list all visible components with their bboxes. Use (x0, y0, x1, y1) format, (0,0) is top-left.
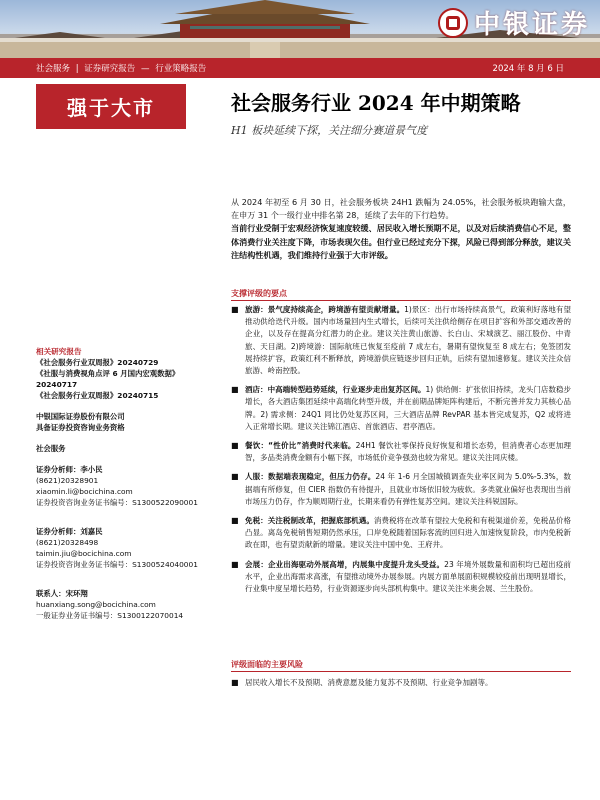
analyst-phone: (8621)20328498 (36, 538, 99, 547)
rating-badge: 强于大市 (36, 84, 186, 129)
brand-name: 中银证券 (473, 10, 590, 40)
analyst-cert: 证券投资咨询业务证书编号：S1300524040001 (36, 560, 198, 569)
report-date: 2024 年 8 月 6 日 (492, 64, 564, 74)
bullet-icon: ■ (231, 305, 239, 314)
related-report-link[interactable]: 《社会服务行业双周报》20240729 (36, 358, 159, 367)
rating-rail (36, 84, 186, 129)
summary-paragraph: 从 2024 年初至 6 月 30 日，社会服务板块 24H1 跌幅为 24.05%，社会服务板块跑输大盘，在申万 31 个一级行业中排名第 28，延续了去年的下行趋势。 (231, 197, 571, 221)
related-report-link[interactable]: 《社服与消费视角点评 6 月国内宏观数据》 (36, 369, 180, 378)
item-text: 24 年 1-6 月全国城镇调查失业率区间为 5.0%-5.3%，数据端有所修复，但 CIER 指数仍有待提升，且就业市场依旧较为疲软。多类就业偏好也表现出当前市场压力仍存，作为顺周期行业，长期来看仍有弹性复苏空间。建议关注科锐国际。 (245, 472, 571, 506)
bullet-icon: ■ (231, 678, 239, 687)
analyst-name: 证券分析师：刘嘉民 (36, 527, 103, 536)
breadcrumb: 社会服务 | 证券研究报告 — 行业策略报告 (36, 64, 207, 74)
list-item (231, 559, 571, 596)
analyst-email[interactable]: xiaomin.li@bocichina.com (36, 487, 133, 496)
item-text: 23 年境外展数量和面积均已超出疫前水平，企业出海需求高涨，有望推动境外办展参展。内展方面单展面积规模较疫前出现明显增长，行业集中度呈增长趋势，行业资源逐步向头部机构集中。建议关注米奥会展、兰生股份。 (245, 559, 571, 594)
section-divider (231, 671, 571, 672)
related-report-link[interactable]: 《社会服务行业双周报》20240715 (36, 391, 159, 400)
title-block (231, 88, 571, 138)
item-label: 免税：关注税制改革，把握底部机遇。 (245, 516, 374, 526)
risk-list (231, 677, 571, 696)
section-heading: 支撑评级的要点 (231, 289, 287, 298)
page-title: 社会服务行业 2024 年中期策略 (231, 91, 521, 115)
bullet-icon: ■ (231, 516, 239, 526)
list-item (231, 384, 571, 433)
bank-logo-icon (438, 8, 468, 38)
analyst-cert: 证券投资咨询业务证书编号：S1300522090001 (36, 498, 198, 507)
key-points-list (231, 304, 571, 602)
header-banner (0, 0, 600, 58)
list-item (231, 677, 571, 689)
summary (231, 196, 571, 262)
contact-cert: 一般证券业务证书编号：S1300122070014 (36, 611, 184, 620)
item-label: 旅游：景气度持续高企，跨境游有望贡献增量。 (245, 305, 405, 314)
sidebar (36, 346, 211, 621)
breadcrumb-item: 社会服务 (36, 64, 71, 74)
list-item (231, 304, 571, 377)
analyst-name: 证券分析师：李小民 (36, 465, 103, 474)
bullet-icon: ■ (231, 385, 239, 395)
related-report-date: 20240717 (36, 380, 78, 389)
item-text: 消费税将在改革有望拉大免税和有税渠道价差，免税品价格凸显。离岛免税销售短期仍然承压，口岸免税随着国际客流的回归进入加速恢复阶段，市内免税新政在即，也有望贡献新的增量。建议关注中国中免、王府井。 (245, 516, 572, 550)
list-item (231, 440, 571, 464)
breadcrumb-item: 证券研究报告 (84, 64, 136, 74)
item-label: 酒店：中高端转型趋势延续，行业逐步走出复苏区间。 (245, 385, 426, 395)
breadcrumb-item: — (141, 64, 150, 74)
risk-text: 居民收入增长不及预期、消费意愿及能力复苏不及预期、行业竞争加剧等。 (245, 678, 493, 687)
brand-logo (438, 4, 590, 41)
meta-bar (0, 58, 600, 78)
firm-qualification: 具备证券投资咨询业务资格 (36, 423, 125, 432)
page-subtitle: H1 板块延续下探，关注细分赛道景气度 (231, 124, 428, 137)
item-label: 会展：企业出海驱动外展高增，内展集中度提升龙头受益。 (245, 559, 445, 569)
analyst-email[interactable]: taimin.jiu@bocichina.com (36, 549, 132, 558)
risk-heading: 评级面临的主要风险 (231, 660, 303, 669)
sector-name: 社会服务 (36, 444, 66, 453)
item-label: 餐饮：“性价比”消费时代来临。 (245, 441, 356, 451)
contact-name: 联系人：宋环翔 (36, 589, 88, 598)
list-item (231, 515, 571, 552)
summary-paragraph: 当前行业受制于宏观经济恢复速度较缓、居民收入增长预期不足，以及对后续消费信心不足，整体消费行业关注度下降，市场表现欠佳。但行业已经过充分下探，风险已得到部分释放，建议关注结构性机遇，我们维持行业强于大市评级。 (231, 223, 571, 260)
bullet-icon: ■ (231, 441, 239, 451)
firm-name: 中银国际证券股份有限公司 (36, 412, 125, 421)
item-label: 人服：数据端表现稳定，但压力仍存。 (245, 472, 376, 482)
list-item (231, 471, 571, 508)
breadcrumb-item: 行业策略报告 (155, 64, 207, 74)
section-divider (231, 300, 571, 301)
analyst-phone: (8621)20328901 (36, 476, 99, 485)
item-text: 24H1 餐饮社零保持良好恢复和增长态势，但消费者心态更加理智，多品类消费金额有小幅下探，市场低价竞争强劲也较为常见。建议关注同庆楼。 (245, 441, 571, 463)
related-reports-heading: 相关研究报告 (36, 347, 82, 356)
contact-email[interactable]: huanxiang.song@bocichina.com (36, 600, 156, 609)
bullet-icon: ■ (231, 559, 239, 569)
item-text: 1)景区：出行市场持续高景气，政策利好落地有望推动供给迭代升级。国内市场量回内生式增长，后续可关注供给侧存在项目扩容和外部交通改善的企业，以及存在提高分红潜力的企业。建议关注黄山旅游、长白山、宋城演艺、丽江股份、中青旅、天目湖。2)跨境游：国际航班已恢复至疫前 7 成左右，暑期有望恢复至 8 成左右；免签团发展持续扩容，政策红利不断释放，跨境游供应链逐步回归正轨，后续有望加速修复。建议关注众信旅游、岭南控股。 (245, 305, 572, 376)
bullet-icon: ■ (231, 472, 239, 482)
item-text: 1) 供给侧：扩张依旧持续，龙头门店数稳步增长，各大酒店集团延续中高端化转型升级，并在前期品牌矩阵构建后，不断完善并发力其核心品牌。2) 需求侧：24Q1 同比仍处复苏区间，三大酒店品牌 RevPAR 基本皆完成复苏，Q2 或将进入正常增长期。建议关注锦江酒店、首旅酒店、君亭酒店。 (245, 385, 572, 431)
